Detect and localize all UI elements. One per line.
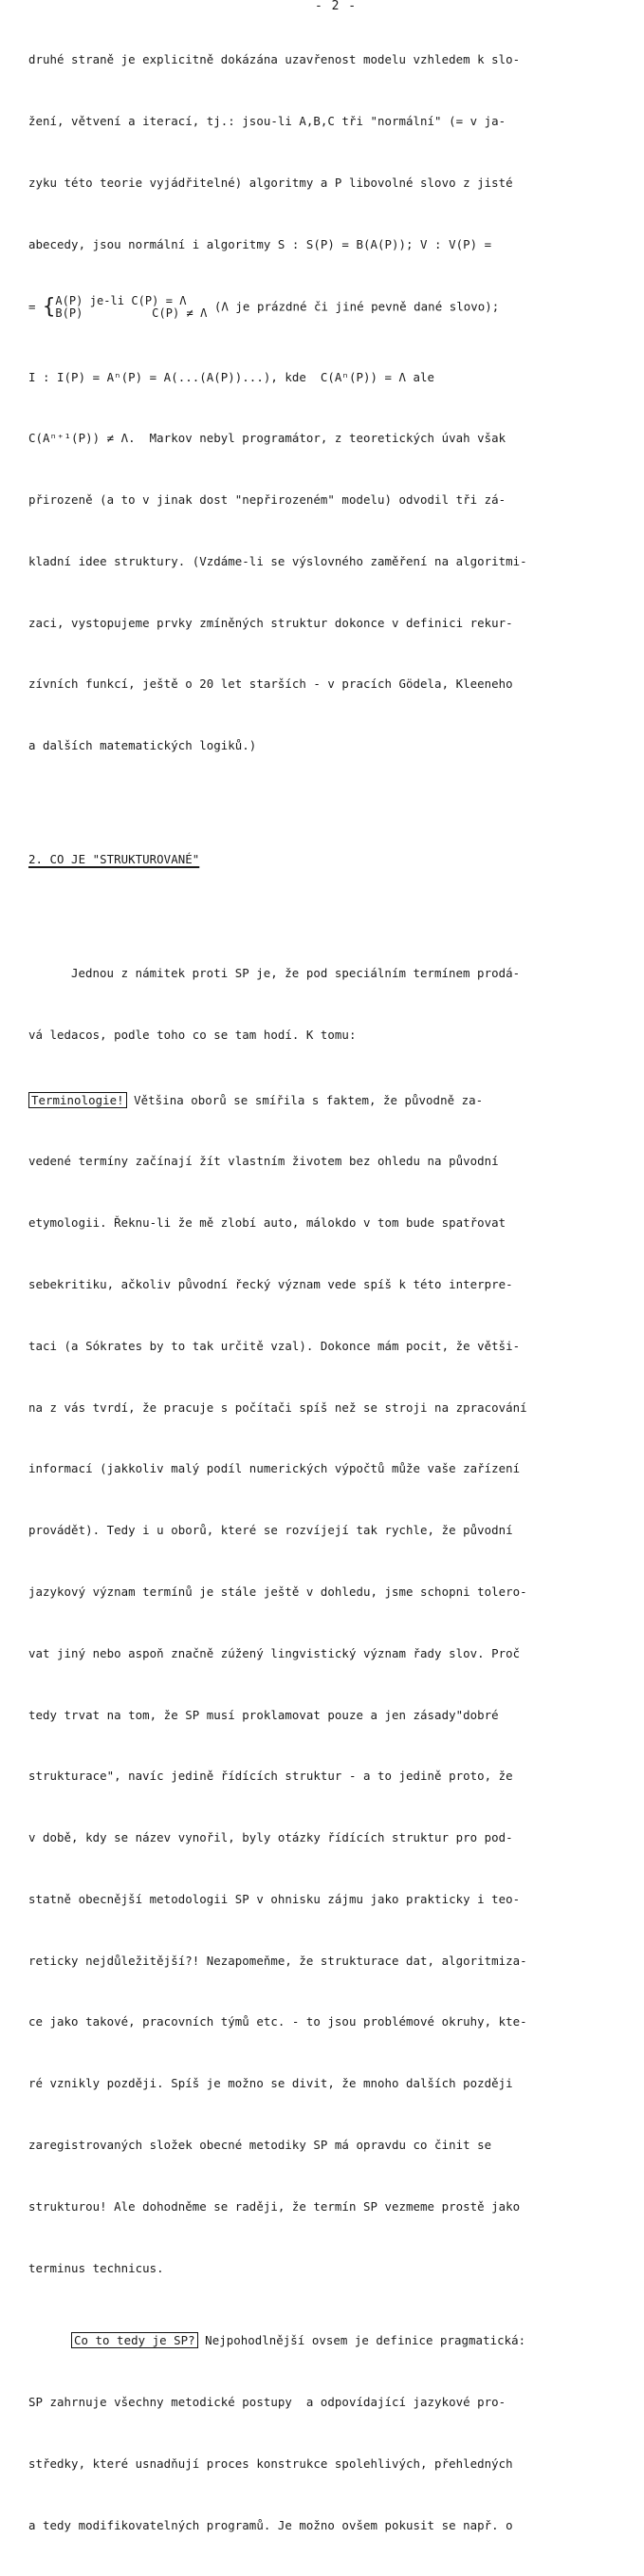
text-line: zyku této teorie vyjádřitelné) algoritmy a P libovolné slovo z jisté	[28, 175, 513, 190]
section-heading: 2. CO JE "STRUKTUROVANÉ"	[28, 852, 200, 867]
text-line: v době, kdy se název vynořil, byly otázky řídících struktur pro pod-	[28, 1830, 513, 1845]
text-line: vedené termíny začínají žít vlastním životem bez ohledu na původní	[28, 1154, 499, 1169]
formula-line: = {A(P) je-li C(P) = Λ B(P) C(P) ≠ Λ (Λ je prázdné či jiné pevně dané slovo);	[28, 294, 500, 321]
text-line: vat jiný nebo aspoň značně zúžený lingvistický význam řady slov. Proč	[28, 1645, 521, 1660]
page-number: - 2 -	[315, 0, 358, 13]
text-line	[28, 1090, 635, 1111]
case-row: A(P) je-li C(P) = Λ	[55, 294, 187, 308]
text-line: středky, které usnadňují proces konstrukce spolehlivých, přehledných	[28, 2456, 513, 2471]
text-line: a dalších matematických logiků.)	[28, 738, 257, 753]
text-line: strukturou! Ale dohodněme se raději, že termín SP vezmeme prostě jako	[28, 2198, 521, 2214]
text-fragment: Nejpohodlnější ovsem je definice pragmatická:	[197, 2333, 526, 2348]
text-line: statně obecnější metodologii SP v ohnisku zájmu jako prakticky i teo-	[28, 1891, 521, 1906]
text-line: tedy trvat na tom, že SP musí proklamovat pouze a jen zásady"dobré	[28, 1707, 499, 1722]
text-line: zaregistrovaných složek obecné metodiky SP má opravdu co činit se	[28, 2137, 492, 2152]
text-line: na z vás tvrdí, že pracuje s počítači spíš než se stroji na zpracování	[28, 1399, 527, 1415]
text-line: jazykový význam termínů je stále ještě v dohledu, jsme schopni tolero-	[28, 1584, 527, 1599]
text-line: zívních funkcí, ještě o 20 let starších - v pracích Gödela, Kleeneho	[28, 676, 513, 692]
text-line: informací (jakkoliv malý podíl numerických výpočtů může vaše zařízení	[28, 1461, 521, 1476]
text-line: vá ledacos, podle toho co se tam hodí. K tomu:	[28, 1027, 357, 1042]
text-fragment: Většina oborů se smířila s faktem, že původně za-	[126, 1092, 484, 1107]
formula-note: (Λ je prázdné či jiné pevně dané slovo);	[213, 299, 500, 314]
text-line: ré vznikly později. Spíš je možno se divit, že mnoho dalších později	[28, 2076, 513, 2091]
text-line: sebekritiku, ačkoliv původní řecký význam vede spíš k této interpre-	[28, 1277, 513, 1292]
text-line: kladní idee struktury. (Vzdáme-li se výslovného zaměření na algoritmi-	[28, 553, 527, 568]
spacer	[28, 911, 635, 922]
document-body	[28, 9, 635, 2576]
text-line: ce jako takové, pracovních týmů etc. - to jsou problémové okruhy, kte-	[28, 2014, 527, 2029]
case-matrix	[55, 295, 207, 320]
text-line: terminus technicus.	[28, 2260, 164, 2275]
text-line: druhé straně je explicitně dokázána uzavřenost modelu vzhledem k slo-	[28, 52, 521, 67]
text-line: strukturace", navíc jedině řídících struktur - a to jedině proto, že	[28, 1769, 513, 1784]
brace-icon: {	[43, 295, 56, 320]
boxed-term: Terminologie!	[28, 1092, 127, 1108]
text-line: I : I(P) = Aⁿ(P) = A(...(A(P))...), kde C(Aⁿ(P)) = Λ ale	[28, 369, 435, 384]
spacer	[28, 797, 635, 808]
text-line: C(Aⁿ⁺¹(P)) ≠ Λ. Markov nebyl programátor, z teoretických úvah však	[28, 431, 506, 446]
text-line: abecedy, jsou normální i algoritmy S : S(P) = B(A(P)); V : V(P) =	[28, 236, 492, 251]
case-row: B(P) C(P) ≠ Λ	[55, 306, 208, 321]
text-line: reticky nejdůležitější?! Nezapomeňme, že strukturace dat, algoritmiza-	[28, 1953, 527, 1968]
text-line: Jednou z námitek proti SP je, že pod speciálním termínem prodá-	[71, 966, 521, 981]
text-line: zaci, vystopujeme prvky zmíněných struktur dokonce v definici rekur-	[28, 615, 513, 630]
text-line: etymologii. Řeknu-li že mě zlobí auto, málokdo v tom bude spatřovat	[28, 1215, 506, 1231]
text-line: provádět). Tedy i u oborů, které se rozvíjejí tak rychle, že původní	[28, 1523, 513, 1538]
text-line: SP zahrnuje všechny metodické postupy a odpovídající jazykové pro-	[28, 2395, 506, 2410]
text-line: žení, větvení a iterací, tj.: jsou-li A,B,C tři "normální" (= v ja-	[28, 113, 506, 128]
text-line	[28, 2330, 635, 2351]
text-line: taci (a Sókrates by to tak určitě vzal). Dokonce mám pocit, že větši-	[28, 1338, 521, 1353]
boxed-question: Co to tedy je SP?	[71, 2332, 198, 2348]
text-line: a tedy modifikovatelných programů. Je možno ovšem pokusit se např. o	[28, 2517, 513, 2532]
text-line: přirozeně (a to v jinak dost "nepřirozeném" modelu) odvodil tři zá-	[28, 492, 506, 508]
